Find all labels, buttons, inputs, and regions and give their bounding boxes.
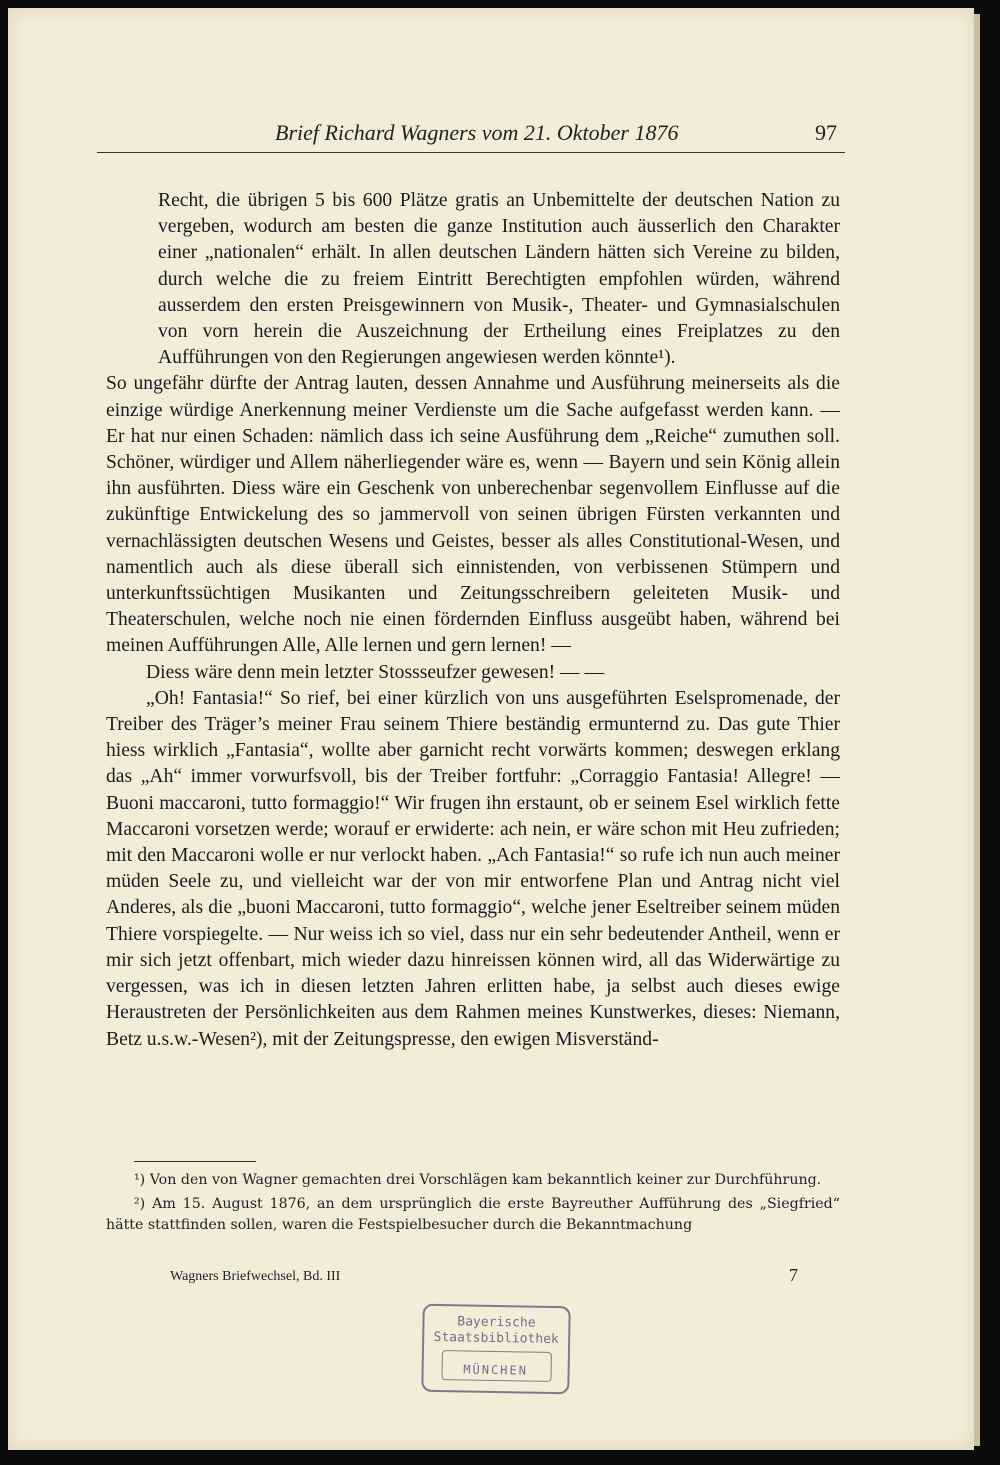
- body-paragraph: „Oh! Fantasia!“ So rief, bei einer kürzlich von uns ausgeführten Eselspromenade, der Treiber des Träger’s meiner Frau seinem Thiere beständig ermunternd zu. Das gute Thier hiess wirklich „Fantasia“, wollte aber garnicht recht vorwärts kommen; deswegen erklang das „Ah“ immer vorwurfsvoll, bis der Treiber fortfuhr: „Corraggio Fantasia! Allegre! — Buoni maccaroni, tutto formaggio!“ Wir frugen ihn erstaunt, ob er seinem Esel wirklich fette Maccaroni vorsetzen werde; worauf er erwiderte: ach nein, er wäre schon mit Heu zufrieden; mit den Maccaroni wolle er nur verlockt haben. „Ach Fantasia!“ so rufe ich nun auch meiner müden Seele zu, und vielleicht war der von mir entworfene Plan und Antrag nicht viel Anderes, als die „buoni Maccaroni, tutto formaggio“, welche jener Eseltreiber seinem müden Thiere vorspiegelte. — Nur weiss ich so viel, dass nur ein sehr bedeutender Antheil, wenn er mir sich jetzt offenbart, mich wieder dazu hinreissen können wird, all das Widerwärtige zu vergessen, was ich in diesen letzten Jahren erlitten habe, ja selbst auch dieses ewige Heraustreten der Persönlichkeiten aus dem Rahmen meines Kunstwerkes, dieses: Niemann, Betz u.s.w.-Wesen²), mit der Zeitungspresse, den ewigen Misverständ-: [106, 687, 840, 1050]
- stamp-line: MÜNCHEN: [463, 1362, 529, 1378]
- footnotes: [106, 1170, 840, 1239]
- running-title: Brief Richard Wagners vom 21. Oktober 1876: [275, 120, 679, 145]
- body-paragraph: So ungefähr dürfte der Antrag lauten, dessen Annahme und Ausführung meinerseits als die einzige würdige Anerkennung meiner Verdienste um die Sache aufgefasst werden kann. — Er hat nur einen Schaden: nämlich dass ich seine Ausführung dem „Reiche“ zumuthen soll. Schöner, würdiger und Allem näherliegender wäre es, wenn — Bayern und sein König allein ihn ausführten. Diess wäre ein Geschenk von unberechenbar segenvollem Einflusse auf die zukünftige Entwickelung des so jammervoll von seinen übrigen Fürsten verkannten und vernachlässigten deutschen Wesens und Geistes, besser als alles Constitutional-Wesen, und namentlich auch als diese überall sich einnistenden, von verbissenen Stümpern und unterkunftssüchtigen Musikanten und Zeitungsschreibern geleiteten Musik- und Theaterschulen, welche noch nie einen fördernden Einfluss ausgeübt haben, während bei meinen Aufführungen Alle, Alle lernen und gern lernen! —: [106, 373, 840, 657]
- footnote: ¹) Von den von Wagner gemachten drei Vorschlägen kam bekanntlich keiner zur Durchführung.: [134, 1172, 822, 1188]
- main-text: [106, 188, 840, 1053]
- stamp-line: Staatsbibliothek: [433, 1329, 559, 1348]
- library-stamp: [421, 1304, 571, 1395]
- quoted-proposal-paragraph: Recht, die übrigen 5 bis 600 Plätze gratis an Unbemittelte der deutschen Nation zu vergeben, wodurch am besten die ganze Institution auch äusserlich den Charakter einer „nationalen“ erhält. In allen deutschen Ländern hätten sich Vereine zu bilden, durch welche die zu freiem Eintritt Berechtigten empfohlen würden, während ausserdem den ersten Preisgewinnern von Musik-, Theater- und Gymnasialschulen von vorn herein die Auszeichnung der Ertheilung eines Freiplatzes zu den Aufführungen von den Regierungen angewiesen werden könnte¹).: [158, 190, 840, 369]
- footnote: ²) Am 15. August 1876, an dem ursprünglich die erste Bayreuther Aufführung des „Siegfried“ hätte stattfinden sollen, waren die Festspielbesucher durch die Bekanntmachung: [106, 1195, 840, 1233]
- page-header: [97, 118, 845, 153]
- signature-line: Wagners Briefwechsel, Bd. III: [170, 1269, 341, 1284]
- body-paragraph: Diess wäre denn mein letzter Stossseufzer gewesen! — —: [146, 661, 605, 683]
- footnote-divider: [134, 1161, 256, 1162]
- page-edge: [974, 14, 980, 1446]
- page-number: 97: [815, 120, 837, 145]
- sheet-number: 7: [789, 1265, 798, 1285]
- stamp-line: Bayerische: [457, 1314, 536, 1331]
